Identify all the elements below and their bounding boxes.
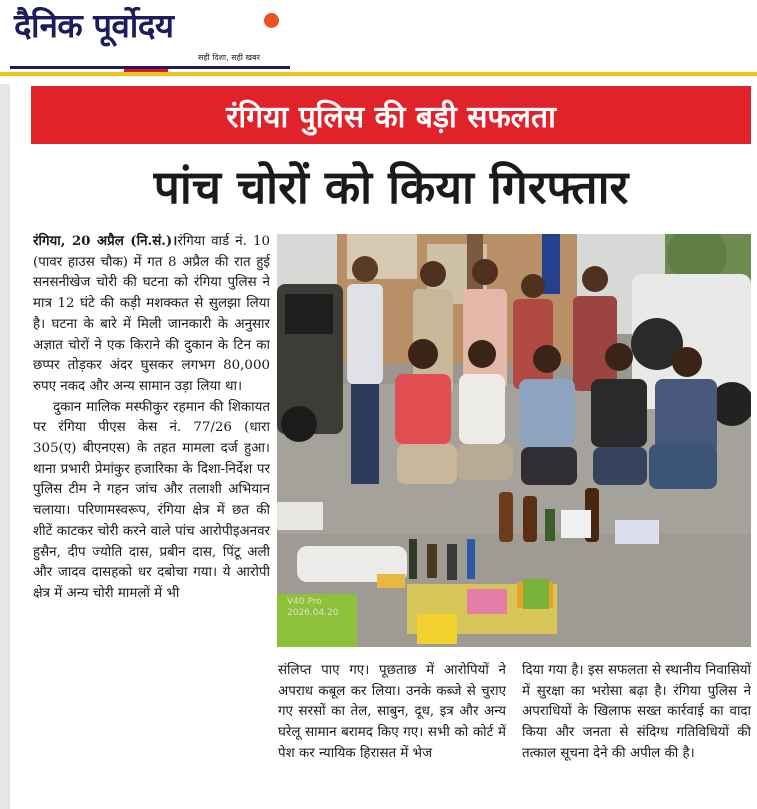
banner-headline-text: रंगिया पुलिस की बड़ी सफलता	[226, 99, 556, 135]
masthead-tagline: सही दिशा, सही खबर	[198, 53, 260, 62]
article-lead-paragraph	[33, 231, 270, 398]
article-paragraph-2: दुकान मालिक मस्फीकुर रहमान की शिकायत पर रंगिया पीएस केस नं. 77/26 (धारा 305(ए) बीएनएस) के तहत मामला दर्ज हुआ। थाना प्रभारी प्रेमांकुर हजारिका के दिशा-निर्देश पर पुलिस टीम ने गहन जांच और तलाशी अभियान चलाया। परिणामस्वरूप, रंगिया क्षेत्र में छत की शीटें काटकर चोरी करने वाले पांच आरोपीइअनवर हुसैन, दीप ज्योति दास, प्रबीन दास, पिंटू अली और जादव दासहको धर दबोचा गया। ये आरोपी क्षेत्र में अन्य चोरी मामलों में भी	[33, 399, 270, 601]
camera-watermark-line-1: V40 Pro	[287, 597, 322, 607]
main-headline: पांच चोरों को किया गिरफ्तार	[153, 160, 629, 214]
camera-watermark-line-2: 2026.04.20	[287, 608, 339, 618]
logo-dot-icon	[264, 13, 279, 28]
masthead	[0, 0, 757, 78]
banner-headline	[31, 86, 751, 144]
lead-text: रंगिया वार्ड नं. 10 (पावर हाउस चौक) में गत 8 अप्रैल की रात हुई सनसनीखेज चोरी की घटना को रंगिया पुलिस ने मात्र 12 घंटे की कड़ी मशक्कत से सुलझा लिया है। घटना के बारे में मिली जानकारी के अनुसार अज्ञात चोरों ने एक किराने की दुकान के टिन का छप्पर तोड़कर अंदर घुसकर लगभग 80,000 रुपए नकद और अन्य सामान उड़ा लिया था।	[33, 234, 270, 394]
camera-watermark	[287, 597, 339, 619]
article-column-1	[33, 231, 270, 809]
dateline: रंगिया, 20 अप्रैल (नि.सं.)।	[33, 233, 178, 249]
news-photo	[277, 234, 751, 647]
police-group-photo	[277, 234, 751, 647]
article-column-3	[522, 661, 751, 809]
article-paragraph-4: दिया गया है। इस सफलता से स्थानीय निवासियों में सुरक्षा का भरोसा बढ़ा है। रंगिया पुलिस ने अपराधियों के खिलाफ सख्त कार्रवाई का वादा किया और जनता से संदिग्ध गतिविधियों की तत्काल सूचना देने की अपील की है।	[522, 663, 751, 761]
article-column-2	[278, 661, 506, 809]
page-margin-bar	[0, 84, 10, 809]
newspaper-logo: दैनिक पूर्वोदय	[14, 6, 174, 45]
article-paragraph-3: संलिप्त पाए गए। पूछताछ में आरोपियों ने अपराध कबूल कर लिया। उनके कब्जे से चुराए गए सरसों का तेल, साबुन, दूध, इत्र और अन्य घरेलू सामान बरामद किए गए। सभी को कोर्ट में पेश कर न्यायिक हिरासत में भेज	[278, 663, 506, 761]
page-divider	[0, 72, 757, 76]
